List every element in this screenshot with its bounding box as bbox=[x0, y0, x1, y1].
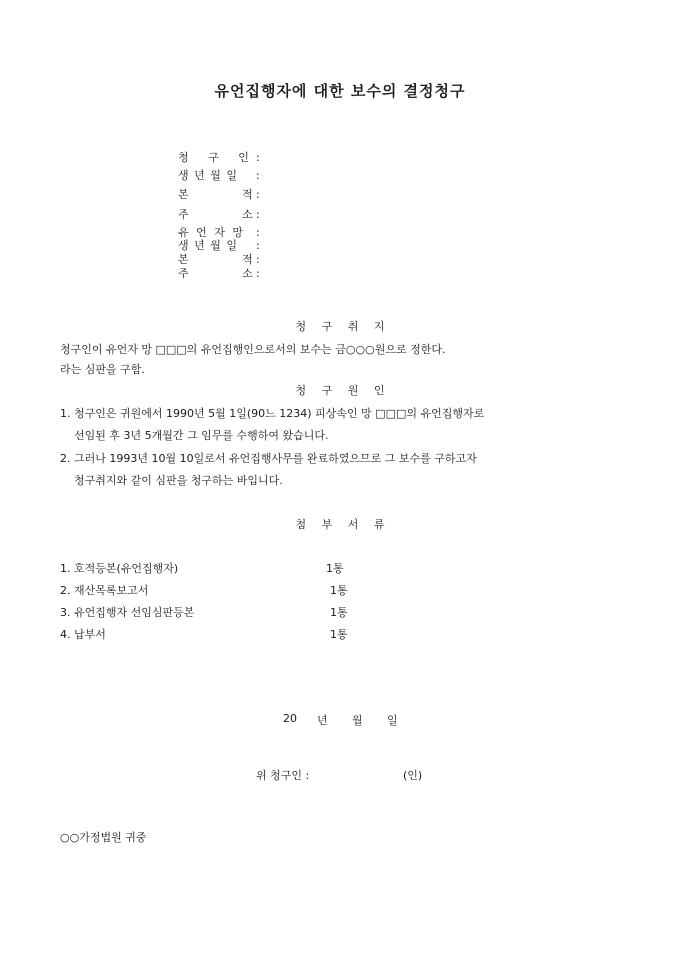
attachment-item-4-count: 1통 bbox=[330, 628, 348, 641]
court-addressee: ○○가정법원 귀중 bbox=[60, 831, 147, 844]
attachment-item-3-name: 3. 유언집행자 선임심판등본 bbox=[60, 606, 195, 619]
claimant-birthdate-row bbox=[178, 170, 260, 182]
deceased-domicile-row bbox=[178, 254, 260, 266]
claimant-name-sep: : bbox=[256, 151, 260, 164]
deceased-domicile-sep: : bbox=[256, 253, 260, 266]
date-month-label: 월 bbox=[352, 714, 363, 727]
claimant-domicile-label: 본 적 bbox=[178, 188, 253, 201]
reason-item-2-line-1: 2. 그러나 1993년 10월 10일로서 유언집행사무를 완료하였으므로 그 보수를 구하고자 bbox=[60, 452, 477, 465]
date-year-prefix: 20 bbox=[283, 712, 297, 725]
deceased-name-sep: : bbox=[256, 226, 260, 239]
claimant-address-label: 주 소 bbox=[178, 208, 253, 221]
attachment-item-3-count: 1통 bbox=[330, 606, 348, 619]
deceased-domicile-label: 본 적 bbox=[178, 253, 253, 266]
deceased-birthdate-sep: : bbox=[256, 239, 260, 252]
deceased-address-label: 주 소 bbox=[178, 267, 253, 280]
deceased-address-row bbox=[178, 268, 260, 280]
attachment-item-1-count: 1통 bbox=[326, 562, 344, 575]
claimant-address-row bbox=[178, 209, 260, 221]
date-day-label: 일 bbox=[387, 714, 398, 727]
deceased-address-sep: : bbox=[256, 267, 260, 280]
purpose-heading: 청 구 취 지 bbox=[295, 320, 385, 333]
claimant-domicile-sep: : bbox=[256, 188, 260, 201]
reason-item-1-line-1: 1. 청구인은 귀원에서 1990년 5월 1일(90느 1234) 피상속인 망 □□□의 유언집행자로 bbox=[60, 407, 485, 420]
attachments-heading: 첨 부 서 류 bbox=[295, 518, 385, 531]
attachment-item-2-count: 1통 bbox=[330, 584, 348, 597]
claimant-birthdate-sep: : bbox=[256, 169, 260, 182]
reason-item-2-line-2: 청구취지와 같이 심판을 청구하는 바입니다. bbox=[74, 474, 283, 487]
deceased-birthdate-label: 생 년 월 일 bbox=[178, 239, 238, 252]
claimant-birthdate-label: 생 년 월 일 bbox=[178, 169, 238, 182]
deceased-birthdate-row bbox=[178, 240, 260, 252]
claimant-address-sep: : bbox=[256, 208, 260, 221]
date-year-label: 년 bbox=[317, 714, 328, 727]
document-title: 유언집행자에 대한 보수의 결정청구 bbox=[214, 82, 466, 100]
signature-label: 위 청구인 : bbox=[256, 769, 310, 782]
purpose-line-1: 청구인이 유언자 망 □□□의 유언집행인으로서의 보수는 금○○○원으로 정한다. bbox=[60, 343, 446, 356]
reason-item-1-line-2: 선임된 후 3년 5개월간 그 임무를 수행하여 왔습니다. bbox=[74, 429, 329, 442]
signature-seal: (인) bbox=[403, 769, 423, 782]
attachment-item-4-name: 4. 납부서 bbox=[60, 628, 106, 641]
attachment-item-1-name: 1. 호적등본(유언집행자) bbox=[60, 562, 179, 575]
purpose-line-2: 라는 심판을 구함. bbox=[60, 363, 145, 376]
deceased-name-row bbox=[178, 227, 260, 239]
deceased-name-label: 유 언 자 망 bbox=[178, 226, 245, 239]
claimant-name-row bbox=[178, 152, 260, 164]
reason-heading: 청 구 원 인 bbox=[295, 384, 385, 397]
claimant-domicile-row bbox=[178, 189, 260, 201]
attachment-item-2-name: 2. 재산목록보고서 bbox=[60, 584, 149, 597]
claimant-name-label: 청 구 인 bbox=[178, 151, 257, 164]
